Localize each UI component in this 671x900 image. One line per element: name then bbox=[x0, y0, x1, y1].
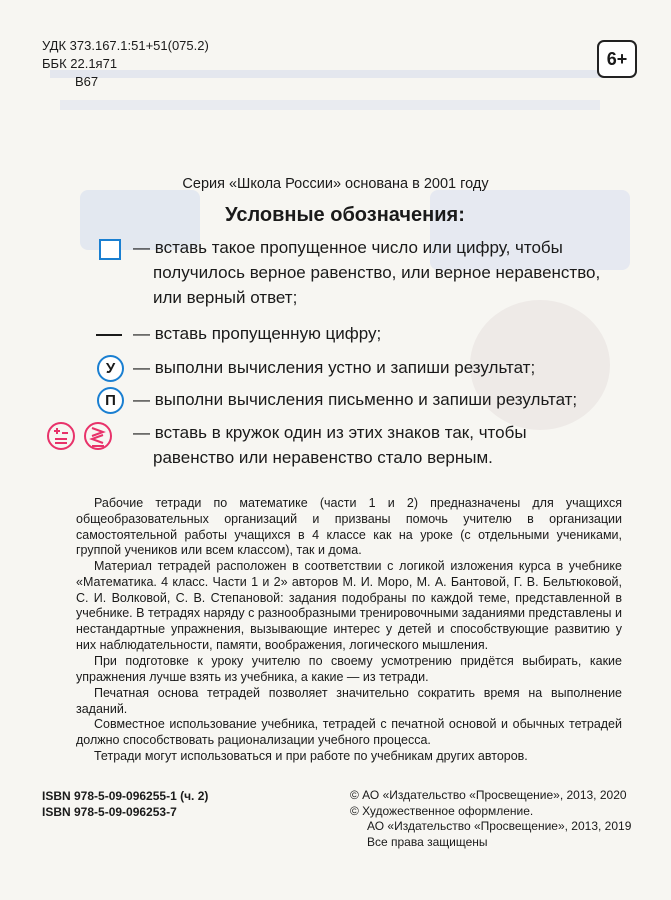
copyright-line: © АО «Издательство «Просвещение», 2013, 2020 bbox=[350, 788, 627, 802]
plus-minus-equals-circle-icon bbox=[48, 423, 74, 449]
legend-item-signs bbox=[133, 420, 527, 470]
bbk-code: ББК 22.1я71 bbox=[42, 56, 118, 71]
legend-title: Условные обозначения: bbox=[225, 204, 465, 226]
age-rating-badge: 6+ bbox=[597, 40, 637, 78]
isbn-line: ISBN 978-5-09-096253-7 bbox=[42, 805, 177, 819]
legend-text: или верный ответ; bbox=[153, 288, 298, 307]
square-icon bbox=[99, 239, 121, 260]
author-mark: В67 bbox=[75, 74, 99, 89]
copyright-line: АО «Издательство «Просвещение», 2013, 2019 bbox=[367, 819, 632, 833]
compare-circle-icon bbox=[85, 423, 111, 449]
udk-code: УДК 373.167.1:51+51(075.2) bbox=[42, 38, 209, 53]
paragraph-2: Материал тетрадей расположен в соответствии с логикой изложения курса в учебнике «Математика. 4 класс. Части 1 и 2» авторов М. И. Моро, М. А. Бантовой, Г. В. Бельтюковой, С. И. Волковой, С. В. Степановой: задания подобраны по каждой теме, представленной в учебнике. В тетрадях наряду с разнообразными тренировочными заданиями представлены и нестандартные упражнения, вызывающие интерес у детей и способствующие развитию у них наблюдательности, памяти, воображения, логического мышления. bbox=[76, 559, 622, 652]
paragraph-6: Тетради могут использоваться и при работе по учебникам других авторов. bbox=[94, 749, 528, 763]
legend-text: — вставь в кружок один из этих знаков так, чтобы bbox=[133, 423, 527, 442]
copyright-block bbox=[350, 788, 631, 850]
catalog-codes bbox=[42, 37, 209, 91]
legend-item-oral bbox=[133, 355, 535, 380]
paragraph-5: Совместное использование учебника, тетрадей с печатной основой и обычных тетрадей должно способствовать рационализации учебного процесса. bbox=[76, 717, 622, 747]
isbn-block bbox=[42, 788, 208, 820]
legend-text: — выполни вычисления устно и запиши результат; bbox=[133, 358, 536, 377]
copyright-line: © Художественное оформление. bbox=[350, 803, 534, 818]
legend-item-square bbox=[133, 235, 600, 310]
legend-text: — выполни вычисления письменно и запиши результат; bbox=[133, 390, 578, 409]
sign-circles-icon bbox=[46, 421, 118, 453]
oral-circle-icon: У bbox=[97, 355, 124, 382]
written-circle-icon: П bbox=[97, 387, 124, 414]
dash-icon bbox=[96, 334, 122, 336]
legend-text: равенство или неравенство стало верным. bbox=[153, 448, 493, 467]
legend-text: — вставь такое пропущенное число или цифру, чтобы bbox=[133, 238, 563, 257]
paragraph-3: При подготовке к уроку учителю по своему усмотрению придётся выбирать, какие упражнения лучше взять из учебника, а какие — из тетради. bbox=[76, 654, 622, 684]
copyright-line: Все права защищены bbox=[367, 834, 488, 849]
series-line: Серия «Школа России» основана в 2001 году bbox=[182, 176, 489, 192]
legend-item-dash bbox=[133, 321, 381, 346]
legend-text: — вставь пропущенную цифру; bbox=[133, 324, 382, 343]
legend-text: получилось верное равенство, или верное неравенство, bbox=[153, 263, 601, 282]
paragraph-4: Печатная основа тетрадей позволяет значительно сократить время на выполнение заданий. bbox=[76, 686, 622, 716]
isbn-line: ISBN 978-5-09-096255-1 (ч. 2) bbox=[42, 789, 209, 803]
paragraph-1: Рабочие тетради по математике (части 1 и 2) предназначены для учащихся общеобразовательных организаций и призваны помочь учителю в организации самостоятельной работы учащихся в 4 классе как на уроке (с отдельными учениками, группой учеников или всем классом), так и дома. bbox=[76, 496, 622, 558]
legend-item-written bbox=[133, 387, 577, 412]
